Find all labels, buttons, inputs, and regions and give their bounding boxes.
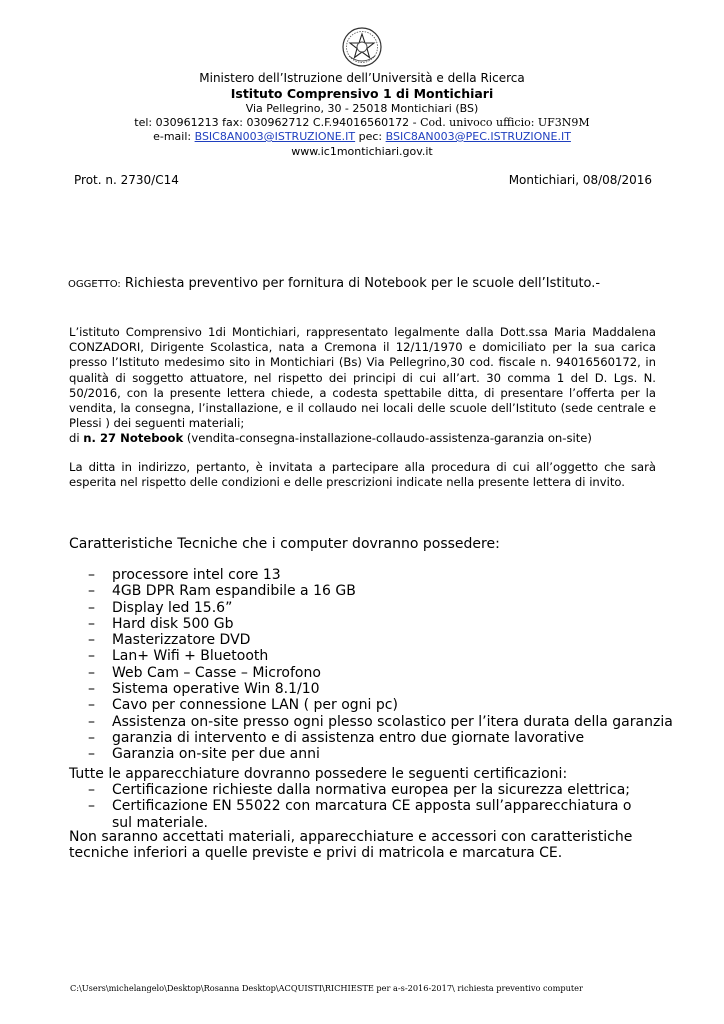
dash-bullet: – (88, 713, 95, 730)
list-item (88, 681, 673, 697)
intro-paragraph-request (69, 431, 592, 446)
spec-text: 4GB DPR Ram espandibile a 16 GB (112, 583, 356, 600)
school-name: Istituto Comprensivo 1 di Montichiari (230, 86, 494, 101)
dash-bullet: – (88, 648, 95, 665)
certification-text: Certificazione richieste dalla normativa europea per la sicurezza elettrica; (112, 782, 630, 798)
pec-label: pec: (355, 130, 386, 143)
spec-text: processore intel core 13 (112, 567, 281, 583)
certification-text: Certificazione EN 55022 con marcatura CE apposta sull’apparecchiatura o sul materiale. (112, 798, 632, 831)
school-address: Via Pellegrino, 30 - 25018 Montichiari (BS) (245, 102, 479, 115)
spec-text: Web Cam – Casse – Microfono (112, 664, 321, 681)
list-item (88, 600, 673, 616)
list-item (88, 746, 673, 762)
request-quantity: n. 27 Notebook (83, 431, 184, 445)
spec-text: Hard disk 500 Gb (112, 615, 234, 632)
intro-paragraph: L’istituto Comprensivo 1di Montichiari, rappresentato legalmente dalla Dott.ssa Maria Maddalena CONZADORI, Dirigente Scolastica, nata a Cremona il 12/11/1970 e domiciliato per la sua carica presso l’Istituto medesimo sito in Montichiari (Bs) Via Pellegrino,30 cod. fiscale n. 94016560172, in qualità di soggetto attuatore, nel rispetto dei principi di cui all’art. 30 comma 1 del D. Lgs. N. 50/2016, con la presente lettera chiede, a codesta spettabile ditta, di presentare l’offerta per la vendita, la consegna, l’installazione, e il collaudo nei locali delle scuole dell’Istituto (sede centrale e Plessi ) dei seguenti materiali; (69, 325, 656, 431)
list-item (88, 567, 673, 583)
list-item (88, 782, 648, 798)
tech-specs-title: Caratteristiche Tecniche che i computer dovranno possedere: (69, 536, 500, 552)
place-date: Montichiari, 08/08/2016 (508, 173, 652, 187)
dash-bullet: – (88, 567, 95, 583)
list-item (88, 714, 673, 730)
list-item (88, 648, 673, 664)
dash-bullet: – (88, 697, 95, 714)
email-line (0, 130, 724, 143)
email-link[interactable]: BSIC8AN003@ISTRUZIONE.IT (194, 130, 356, 143)
spec-text: Assistenza on-site presso ogni plesso scolastico per l’itera durata della garanzia (112, 713, 673, 730)
office-code: Cod. univoco ufficio: UF3N9M (420, 116, 590, 129)
list-item (88, 730, 673, 746)
list-item (88, 616, 673, 632)
dash-bullet: – (88, 615, 95, 632)
footer-file-path: C:\Users\michelangelo\Desktop\Rosanna Desktop\ACQUISTI\RICHIESTE per a-s-2016-2017\ richiesta preventivo computer (70, 983, 583, 993)
list-item (88, 583, 673, 599)
email-label: e-mail: (153, 130, 195, 143)
spec-text: Cavo per connessione LAN ( per ogni pc) (112, 697, 398, 714)
invitation-paragraph: La ditta in indirizzo, pertanto, è invitata a partecipare alla procedura di cui all’oggetto che sarà esperita nel rispetto delle condizioni e delle prescrizioni indicate nella presente lettera di invito. (69, 460, 656, 490)
spec-text: Masterizzatore DVD (112, 632, 251, 649)
spec-text: Sistema operative Win 8.1/10 (112, 681, 320, 698)
dash-bullet: – (88, 599, 95, 616)
protocol-number: Prot. n. 2730/C14 (74, 173, 179, 187)
dash-bullet: – (88, 583, 95, 600)
spec-text: Display led 15.6” (112, 599, 233, 616)
dash-bullet: – (88, 664, 95, 681)
spec-text: garanzia di intervento e di assistenza entro due giornate lavorative (112, 729, 585, 746)
ministry-name: Ministero dell’Istruzione dell’Università e della Ricerca (199, 71, 525, 85)
request-prefix: di (69, 431, 84, 445)
tech-specs-list (88, 567, 673, 763)
closing-paragraph: Non saranno accettati materiali, apparecchiature e accessori con caratteristiche tecniche inferiori a quelle previste e privi di matricola e marcatura CE. (69, 829, 633, 862)
school-contacts (0, 116, 724, 129)
republic-emblem-icon (341, 26, 383, 68)
dash-bullet: – (88, 729, 95, 746)
dash-bullet: – (88, 632, 95, 649)
subject-text: Richiesta preventivo per fornitura di Notebook per le scuole dell’Istituto.- (120, 276, 601, 291)
list-item (88, 665, 673, 681)
list-item (88, 798, 648, 831)
website: www.ic1montichiari.gov.it (291, 145, 433, 158)
dash-bullet: – (88, 798, 95, 815)
subject-line (68, 276, 600, 291)
request-detail: (vendita-consegna-installazione-collaudo-assistenza-garanzia on-site) (183, 431, 592, 445)
list-item (88, 632, 673, 648)
dash-bullet: – (88, 746, 95, 763)
phone-fax-fiscal: tel: 030961213 fax: 030962712 C.F.94016560172 - (134, 116, 421, 129)
list-item (88, 697, 673, 713)
spec-text: Lan+ Wifi + Bluetooth (112, 648, 269, 665)
dash-bullet: – (88, 782, 95, 798)
dash-bullet: – (88, 681, 95, 698)
subject-label: OGGETTO: (68, 279, 121, 290)
certifications-title: Tutte le apparecchiature dovranno possedere le seguenti certificazioni: (69, 766, 568, 782)
pec-link[interactable]: BSIC8AN003@PEC.ISTRUZIONE.IT (385, 130, 571, 143)
certifications-list (88, 782, 648, 831)
spec-text: Garanzia on-site per due anni (112, 746, 320, 763)
